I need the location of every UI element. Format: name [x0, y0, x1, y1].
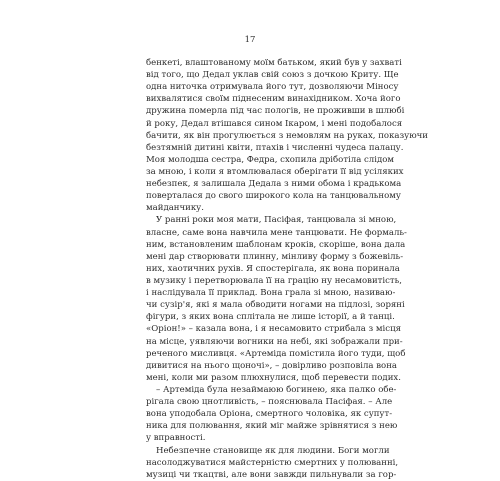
text-line: музиці чи ткацтві, але вони завжди пильнували за гор- [146, 469, 397, 480]
text-line: одна ниточка отримувала його тут, дозволяючи Міносу [146, 82, 399, 93]
text-line: бенкеті, влаштованому моїм батьком, який був у захваті [146, 58, 402, 68]
text-line: власне, саме вона навчила мене танцювати. Не формаль- [146, 227, 407, 238]
page-number: 17 [244, 35, 256, 45]
text-line: дружина померла під час пологів, не проживши в шлюбі [146, 106, 405, 117]
text-line: – Артеміда була незаймаюю богинею, яка палко обе- [156, 384, 397, 395]
text-line: мені дар створювати плинну, мінливу форму з божевіль- [146, 251, 404, 262]
text-line: чи сузір'я, які я мала обводити ногами на підлозі, зоряні [146, 300, 405, 311]
text-line: ним, встановленим шаблонам кроків, скоріше, вона дала [146, 239, 406, 250]
text-line: дивитися на нього щоночі», – довірливо розповіла вона [146, 360, 397, 371]
text-line: Небезпечне становище як для людини. Боги могли [156, 445, 390, 456]
text-line: них, хаотичних рухів. Я спостерігала, як вона поринала [146, 263, 400, 274]
text-line: безтямній дитині квіти, птахів і численні чудеса палацу. [146, 142, 404, 153]
text-line: небезпек, я залишала Дедала з ними обома і крадькома [146, 179, 402, 190]
text-line: мені, коли ми разом плюхнулися, щоб перевести подих. [146, 372, 401, 383]
text-line: ника для полювання, який міг майже зрівнятися з нею [146, 421, 398, 432]
text-line: від того, що Дедал уклав свій союз з дочкою Криту. Ще [146, 70, 399, 81]
body-text [146, 57, 428, 481]
text-line: вихвалятися своїм піднесеним винахідником. Хоча його [146, 94, 401, 105]
text-line: бачити, як він прогулюється з немовлям на руках, показуючи [146, 130, 428, 141]
text-line: вона уподобала Оріона, смертного чоловіка, як супут- [146, 409, 393, 420]
text-line: «Оріон!» – казала вона, і я несамовито стрибала з місця [146, 324, 401, 335]
text-line: на місце, уявляючи вогники на небі, які зображали при- [146, 336, 403, 347]
text-line: за мною, і коли я втомлювалася оберігати її від усіляких [146, 166, 404, 177]
text-line: й року, Дедал втішався сином Ікаром, і мені подобалося [146, 118, 403, 129]
text-line: Моя молодша сестра, Федра, схопила дріботіла слідом [146, 154, 395, 165]
text-line: у вправності. [146, 433, 206, 444]
text-line: У ранні роки моя мати, Пасіфая, танцювала зі мною, [156, 215, 397, 226]
text-line: в музику і перетворювала її на грацію ну несамовитість, [146, 275, 402, 286]
text-line: фігури, з яких вона сплітала не лише історії, а й танці. [146, 312, 395, 323]
text-line: і наслідувала її приклад. Вона грала зі мною, називаю- [146, 288, 396, 299]
text-line: рігала свою цнотливість, – пояснювала Пасіфая. – Але [146, 397, 393, 408]
text-line: поверталася до свого широкого кола на танцювальному [146, 191, 401, 202]
text-line: насолоджуватися майстерністю смертних у полюванні, [146, 457, 399, 468]
text-line: майданчику. [146, 203, 204, 214]
text-line: реченого мисливця. «Артеміда помістила його туди, щоб [146, 348, 406, 359]
